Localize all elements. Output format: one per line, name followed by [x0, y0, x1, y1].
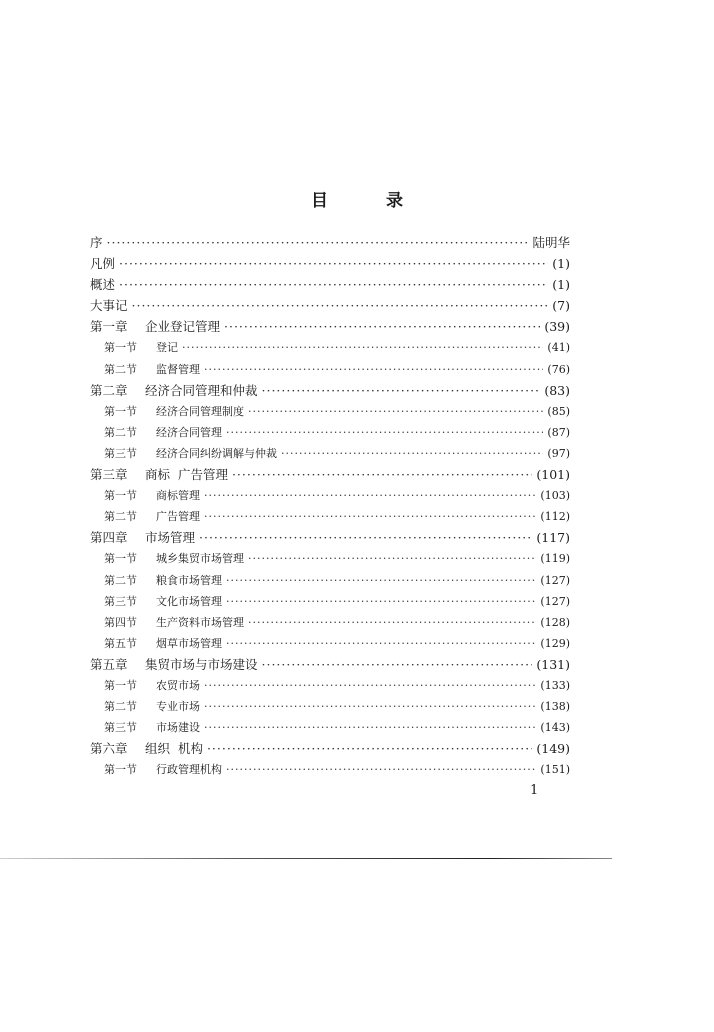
toc-entry-title: 登记 [156, 341, 178, 355]
dot-leader [204, 359, 543, 380]
dot-leader [262, 380, 541, 401]
toc-entry-page: (127) [540, 594, 570, 608]
dot-leader [107, 232, 529, 253]
dot-leader [119, 274, 548, 295]
toc-entry [90, 380, 570, 401]
toc-entry-page: (83) [544, 382, 570, 398]
toc-entry [90, 422, 570, 443]
toc-entry-page: (151) [540, 763, 570, 777]
toc-entry-number: 第一章 [90, 319, 128, 335]
toc-entry-title: 商标管理 [156, 489, 200, 503]
toc-entry [90, 443, 570, 464]
toc-entry-title: 广告管理 [156, 510, 200, 524]
toc-entry-page: (41) [547, 341, 570, 355]
toc-entry-number: 第一节 [104, 489, 137, 503]
toc-entry-page: (76) [547, 362, 570, 376]
toc-entry-page: (7) [552, 298, 570, 314]
toc-entry-page: (87) [547, 425, 570, 439]
toc-entry-page: (39) [544, 319, 570, 335]
dot-leader [226, 591, 536, 612]
toc-entry-title: 经济合同管理制度 [156, 404, 244, 418]
toc-entry-title: 城乡集贸市场管理 [156, 552, 244, 566]
toc-entry-page: (85) [547, 404, 570, 418]
toc-entry-number: 第一节 [104, 552, 137, 566]
toc-entry [90, 527, 570, 548]
toc-entry [90, 401, 570, 422]
toc-entry-title: 经济合同纠纷调解与仲裁 [156, 446, 277, 460]
dot-leader [199, 527, 532, 548]
table-of-contents [90, 232, 570, 780]
toc-entry [90, 570, 570, 591]
toc-entry-title: 烟草市场管理 [156, 636, 222, 650]
toc-entry-number: 第一节 [104, 404, 137, 418]
toc-entry-page: (117) [536, 530, 570, 546]
toc-entry-title: 大事记 [90, 298, 128, 314]
dot-leader [132, 295, 549, 316]
toc-entry-number: 第二节 [104, 573, 137, 587]
toc-entry-number: 第六章 [90, 741, 128, 757]
toc-entry [90, 464, 570, 485]
toc-entry-title: 农贸市场 [156, 678, 200, 692]
toc-entry-page: (1) [552, 256, 570, 272]
toc-entry-title: 专业市场 [156, 700, 200, 714]
toc-entry [90, 485, 570, 506]
toc-entry [90, 506, 570, 527]
toc-entry-title: 序 [90, 235, 103, 250]
toc-entry-page: (127) [540, 573, 570, 587]
toc-entry-title: 市场建设 [156, 721, 200, 735]
toc-entry-number: 第二节 [104, 425, 137, 439]
toc-entry-title: 经济合同管理 [156, 425, 222, 439]
toc-entry-page: (101) [536, 467, 570, 483]
dot-leader [281, 443, 543, 464]
dot-leader [248, 548, 536, 569]
toc-entry-number: 第三节 [104, 721, 137, 735]
toc-entry-title: 企业登记管理 [145, 319, 221, 335]
toc-entry-number: 第五节 [104, 636, 137, 650]
toc-entry [90, 675, 570, 696]
toc-entry-number: 第二章 [90, 382, 128, 398]
toc-entry-title: 市场管理 [145, 530, 196, 546]
page-title: 目 录 [311, 191, 429, 211]
toc-entry-page: (97) [547, 446, 570, 460]
dot-leader [204, 696, 536, 717]
toc-entry-page: (143) [540, 721, 570, 735]
toc-entry [90, 232, 570, 253]
dot-leader [226, 422, 543, 443]
toc-entry-title: 集贸市场与市场建设 [145, 656, 258, 672]
toc-entry-number: 第二节 [104, 510, 137, 524]
dot-leader [119, 253, 548, 274]
toc-entry [90, 696, 570, 717]
toc-entry [90, 337, 570, 358]
dot-leader [248, 401, 543, 422]
toc-entry-title: 组织 机构 [145, 741, 203, 757]
toc-entry-title: 概述 [90, 277, 116, 293]
toc-entry-number: 第二节 [104, 700, 137, 714]
toc-entry [90, 759, 570, 780]
toc-entry-number: 第四节 [104, 615, 137, 629]
dot-leader [232, 464, 532, 485]
toc-entry [90, 359, 570, 380]
toc-entry-title: 生产资料市场管理 [156, 615, 244, 629]
toc-entry-title: 监督管理 [156, 362, 200, 376]
toc-entry [90, 633, 570, 654]
toc-entry-number: 第三节 [104, 594, 137, 608]
dot-leader [204, 506, 536, 527]
toc-entry-title: 行政管理机构 [156, 763, 222, 777]
dot-leader [226, 633, 536, 654]
toc-entry-page: (103) [540, 489, 570, 503]
toc-entry [90, 738, 570, 759]
dot-leader [204, 485, 536, 506]
toc-entry-title: 粮食市场管理 [156, 573, 222, 587]
toc-entry-number: 第五章 [90, 656, 128, 672]
dot-leader [182, 337, 543, 358]
toc-entry-number: 第一节 [104, 763, 137, 777]
dot-leader [224, 316, 540, 337]
toc-entry [90, 548, 570, 569]
toc-entry-page: (129) [540, 636, 570, 650]
toc-entry-number: 第四章 [90, 530, 128, 546]
dot-leader [248, 612, 536, 633]
toc-entry-title: 经济合同管理和仲裁 [145, 382, 258, 398]
toc-entry [90, 253, 570, 274]
page-number: 1 [530, 783, 539, 798]
toc-entry [90, 612, 570, 633]
toc-entry [90, 316, 570, 337]
toc-entry [90, 295, 570, 316]
toc-entry-page: (128) [540, 615, 570, 629]
toc-entry-page: 陆明华 [532, 235, 570, 250]
toc-entry-page: (149) [536, 741, 570, 757]
toc-entry-number: 第一节 [104, 341, 137, 355]
dot-leader [226, 759, 536, 780]
divider [0, 858, 612, 859]
toc-entry-page: (133) [540, 678, 570, 692]
dot-leader [207, 738, 532, 759]
toc-entry [90, 591, 570, 612]
toc-entry-page: (131) [536, 656, 570, 672]
toc-entry-title: 文化市场管理 [156, 594, 222, 608]
dot-leader [262, 654, 533, 675]
dot-leader [204, 675, 536, 696]
toc-entry-number: 第二节 [104, 362, 137, 376]
toc-entry-number: 第三章 [90, 467, 128, 483]
toc-entry-page: (119) [540, 552, 570, 566]
toc-entry [90, 654, 570, 675]
dot-leader [204, 717, 536, 738]
toc-entry-title: 商标 广告管理 [145, 467, 228, 483]
toc-entry [90, 274, 570, 295]
toc-entry-number: 第三节 [104, 446, 137, 460]
toc-entry-page: (1) [552, 277, 570, 293]
toc-entry-title: 凡例 [90, 256, 116, 272]
toc-entry-page: (138) [540, 700, 570, 714]
dot-leader [226, 570, 536, 591]
toc-entry-number: 第一节 [104, 678, 137, 692]
toc-entry-page: (112) [540, 510, 570, 524]
toc-entry [90, 717, 570, 738]
